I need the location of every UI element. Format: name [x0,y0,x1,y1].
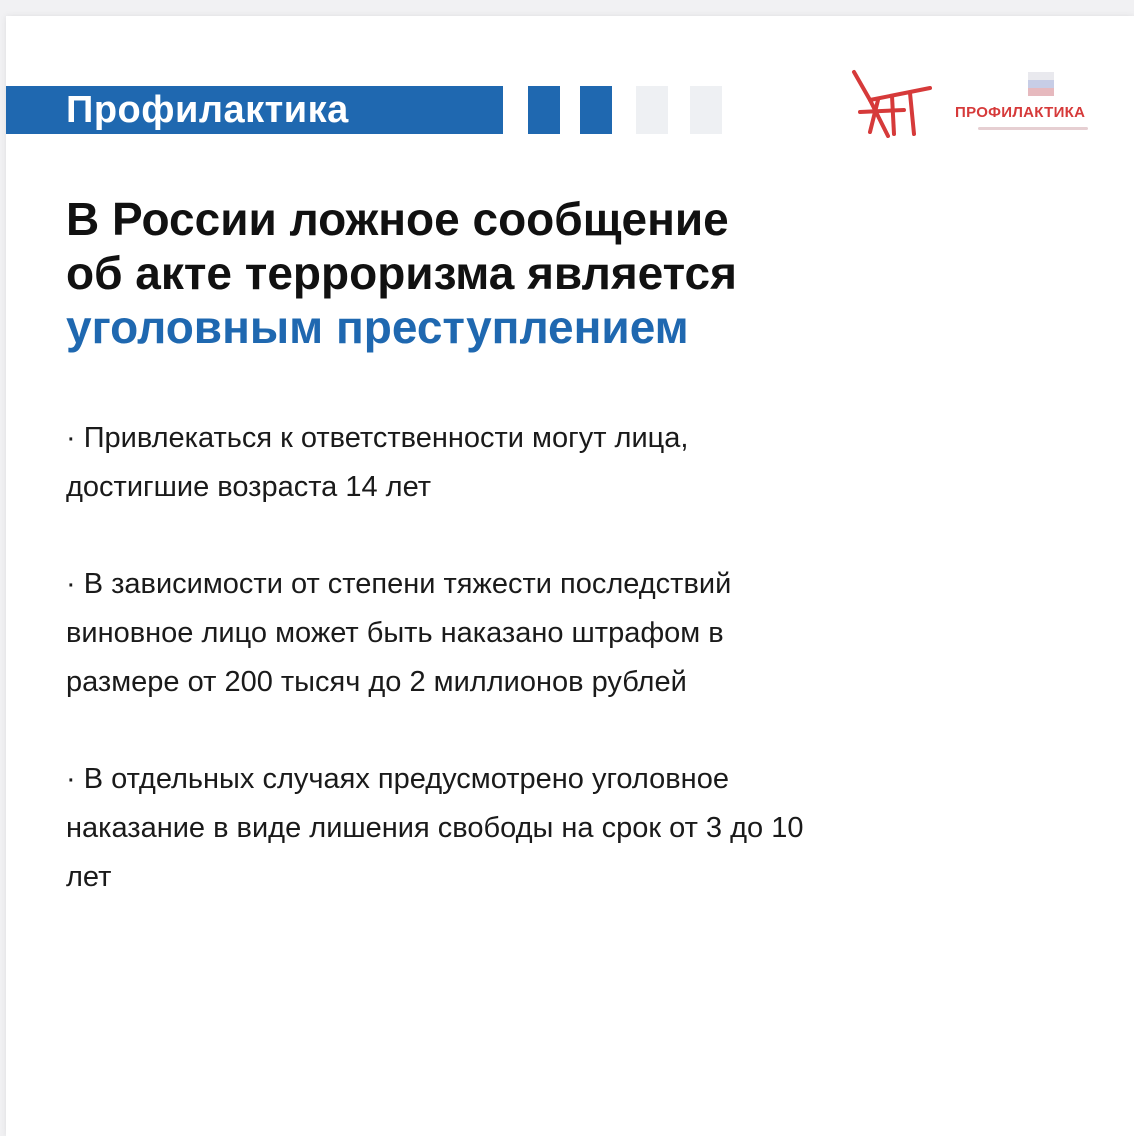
bullet-line: виновное лицо может быть наказано штрафом в [66,617,724,649]
decor-block-1 [528,86,560,134]
bullet-item [66,560,1066,707]
bullet-item [66,414,1066,512]
bullet-line: наказание в виде лишения свободы на срок от 3 до 10 [66,812,804,844]
bullet-line: · В отдельных случаях предусмотрено уголовное [66,763,729,795]
bullet-line: · Привлекаться к ответственности могут лица, [66,422,689,454]
bullet-item [66,755,1066,902]
headline-line-1: В России ложное сообщение [66,193,729,245]
logo-text: ПРОФИЛАКТИКА [955,104,1086,121]
decor-block-3 [636,86,668,134]
headline-line-accent: уголовным преступлением [66,301,689,353]
decor-block-4 [690,86,722,134]
bullet-line: лет [66,861,112,893]
bullet-line: достигшие возраста 14 лет [66,471,432,503]
bullet-list [66,414,1066,950]
logo-subline [978,127,1088,130]
headline [66,192,1066,354]
header-title: Профилактика [66,89,349,131]
chair-figure-icon [848,66,934,138]
flag-icon [1028,72,1054,96]
decor-block-2 [580,86,612,134]
bullet-line: · В зависимости от степени тяжести последствий [66,568,732,600]
headline-line-2: об акте терроризма является [66,247,737,299]
bullet-line: размере от 200 тысяч до 2 миллионов рублей [66,666,687,698]
